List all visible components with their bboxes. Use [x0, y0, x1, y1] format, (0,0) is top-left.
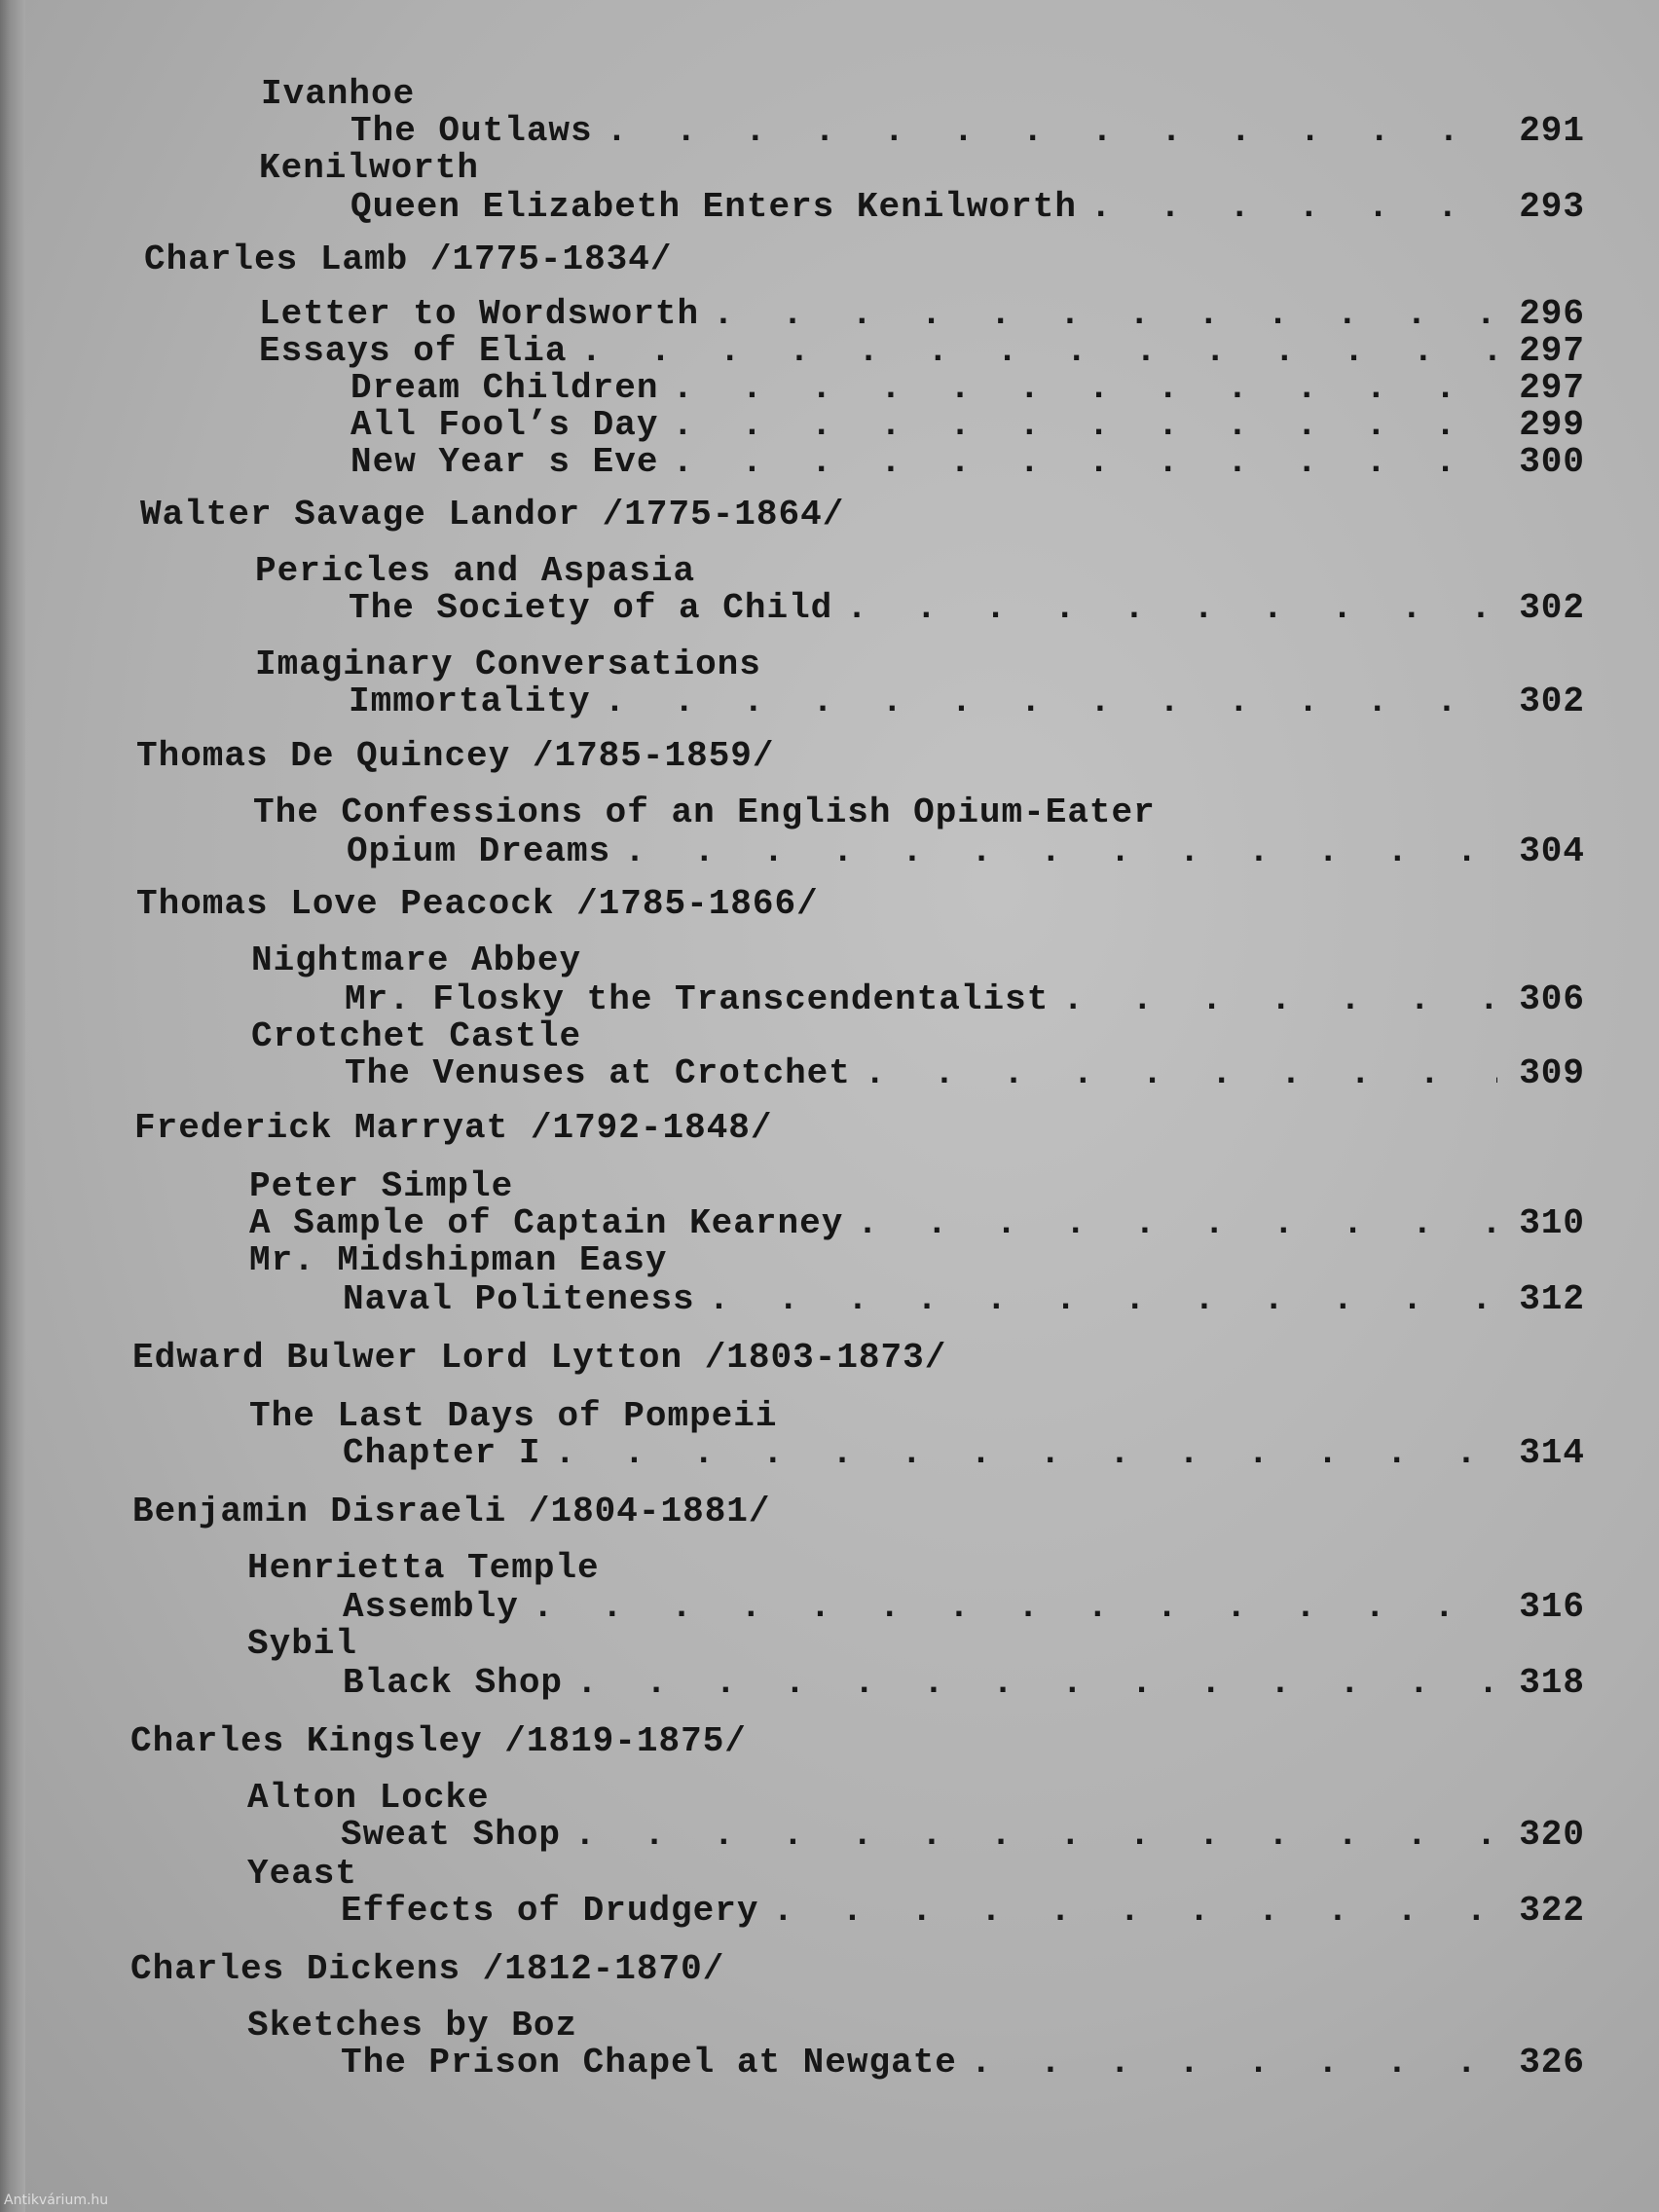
entry-label: Walter Savage Landor /1775-1864/	[140, 497, 845, 534]
entry-label: Opium Dreams	[347, 833, 611, 870]
entry-label: Letter to Wordsworth	[259, 296, 700, 333]
page-number: 326	[1519, 2045, 1585, 2082]
entry-label: The Venuses at Crotchet	[345, 1055, 851, 1092]
toc-entry	[349, 590, 1585, 627]
page-number: 302	[1519, 683, 1585, 720]
dot-leader	[580, 333, 1497, 370]
dot-leader	[672, 370, 1497, 407]
entry-label: A Sample of Captain Kearney	[249, 1205, 844, 1242]
entry-label: Frederick Marryat /1792-1848/	[134, 1110, 773, 1147]
page-number: 304	[1519, 833, 1585, 870]
entry-label: Naval Politeness	[343, 1281, 695, 1318]
toc-work-title	[249, 1242, 1573, 1279]
toc-work-title	[247, 1626, 1571, 1663]
page-number: 314	[1519, 1435, 1585, 1472]
toc-work-title	[251, 1018, 1575, 1055]
dot-leader	[554, 1435, 1497, 1472]
dot-leader	[772, 1893, 1497, 1930]
toc-entry	[343, 1435, 1585, 1472]
entry-label: Immortality	[349, 683, 591, 720]
dot-leader	[857, 1205, 1497, 1242]
page-number: 296	[1519, 296, 1585, 333]
page-number: 302	[1519, 590, 1585, 627]
entry-label: Peter Simple	[249, 1168, 514, 1205]
dot-leader	[607, 113, 1497, 150]
page-number: 310	[1519, 1205, 1585, 1242]
toc-entry	[350, 370, 1585, 407]
toc-entry	[350, 444, 1585, 481]
toc-work-title	[259, 150, 1583, 187]
toc-entry	[350, 407, 1585, 444]
entry-label: The Last Days of Pompeii	[249, 1398, 778, 1435]
entry-label: Benjamin Disraeli /1804-1881/	[132, 1493, 771, 1530]
entry-label: Pericles and Aspasia	[255, 553, 696, 590]
entry-label: All Fool’s Day	[350, 407, 659, 444]
toc-entry	[350, 189, 1585, 226]
toc-entry	[350, 113, 1585, 150]
toc-work-title	[249, 1168, 1573, 1205]
dot-leader	[1090, 189, 1497, 226]
entry-label: Sketches by Boz	[247, 2008, 578, 2045]
toc-entry	[259, 296, 1585, 333]
entry-label: Sybil	[247, 1626, 358, 1663]
page-number: 306	[1519, 981, 1585, 1018]
entry-label: Nightmare Abbey	[251, 942, 582, 979]
toc-entry	[259, 333, 1585, 370]
entry-label: Ivanhoe	[261, 76, 416, 113]
toc-work-title	[249, 1398, 1573, 1435]
page-number: 297	[1519, 333, 1585, 370]
toc-work-title	[251, 942, 1575, 979]
entry-label: Alton Locke	[247, 1780, 490, 1817]
entry-label: Effects of Drudgery	[341, 1893, 759, 1930]
page-number: 300	[1519, 444, 1585, 481]
page-number: 322	[1519, 1893, 1585, 1930]
entry-label: Yeast	[247, 1856, 358, 1893]
dot-leader	[846, 590, 1497, 627]
watermark: Antikvárium.hu	[4, 2193, 109, 2208]
entry-label: The Outlaws	[350, 113, 593, 150]
toc-work-title	[253, 794, 1577, 831]
page-number: 318	[1519, 1665, 1585, 1702]
toc-work-title	[255, 553, 1579, 590]
entry-label: The Society of a Child	[349, 590, 833, 627]
dot-leader	[576, 1665, 1497, 1702]
entry-label: Mr. Midshipman Easy	[249, 1242, 668, 1279]
toc-author-heading	[132, 1340, 1495, 1377]
toc-work-title	[247, 2008, 1571, 2045]
toc-author-heading	[144, 241, 1507, 278]
toc-entry	[343, 1281, 1585, 1318]
toc-author-heading	[140, 497, 1503, 534]
dot-leader	[533, 1589, 1497, 1626]
toc-work-title	[247, 1550, 1571, 1587]
toc-work-title	[255, 646, 1579, 683]
entry-label: New Year s Eve	[350, 444, 659, 481]
dot-leader	[605, 683, 1497, 720]
entry-label: Henrietta Temple	[247, 1550, 600, 1587]
toc-author-heading	[130, 1723, 1493, 1760]
entry-label: Charles Kingsley /1819-1875/	[130, 1723, 747, 1760]
dot-leader	[672, 407, 1497, 444]
entry-label: The Prison Chapel at Newgate	[341, 2045, 957, 2082]
toc-entry	[341, 1893, 1585, 1930]
dot-leader	[624, 833, 1497, 870]
entry-label: Chapter I	[343, 1435, 541, 1472]
entry-label: Sweat Shop	[341, 1817, 562, 1854]
toc-author-heading	[132, 1493, 1495, 1530]
entry-label: Mr. Flosky the Transcendentalist	[345, 981, 1050, 1018]
toc-work-title	[261, 76, 1585, 113]
entry-label: Imaginary Conversations	[255, 646, 761, 683]
toc-author-heading	[136, 886, 1499, 923]
toc-entry	[343, 1665, 1585, 1702]
toc-entry	[341, 1817, 1585, 1854]
entry-label: Black Shop	[343, 1665, 564, 1702]
dot-leader	[709, 1281, 1497, 1318]
page-number: 320	[1519, 1817, 1585, 1854]
dot-leader	[971, 2045, 1497, 2082]
dot-leader	[865, 1055, 1497, 1092]
page-number: 316	[1519, 1589, 1585, 1626]
entry-label: Thomas De Quincey /1785-1859/	[136, 738, 775, 775]
toc-entry	[249, 1205, 1585, 1242]
dot-leader	[574, 1817, 1497, 1854]
entry-label: Charles Dickens /1812-1870/	[130, 1951, 725, 1988]
toc-work-title	[247, 1780, 1571, 1817]
page-number: 297	[1519, 370, 1585, 407]
toc-entry	[345, 1055, 1585, 1092]
toc-entry	[347, 833, 1585, 870]
page-number: 293	[1519, 189, 1585, 226]
toc-author-heading	[136, 738, 1499, 775]
entry-label: Charles Lamb /1775-1834/	[144, 241, 673, 278]
entry-label: The Confessions of an English Opium-Eater	[253, 794, 1156, 831]
entry-label: Crotchet Castle	[251, 1018, 582, 1055]
toc-entry	[343, 1589, 1585, 1626]
dot-leader	[1062, 981, 1497, 1018]
toc-entry	[341, 2045, 1585, 2082]
toc-author-heading	[134, 1110, 1497, 1147]
toc-author-heading	[130, 1951, 1493, 1988]
entry-label: Edward Bulwer Lord Lytton /1803-1873/	[132, 1340, 947, 1377]
dot-leader	[713, 296, 1497, 333]
entry-label: Kenilworth	[259, 150, 480, 187]
toc-entry	[345, 981, 1585, 1018]
entry-label: Thomas Love Peacock /1785-1866/	[136, 886, 819, 923]
toc-entry	[349, 683, 1585, 720]
page-number: 291	[1519, 113, 1585, 150]
entry-label: Dream Children	[350, 370, 659, 407]
page-number: 299	[1519, 407, 1585, 444]
toc-work-title	[247, 1856, 1571, 1893]
page-number: 309	[1519, 1055, 1585, 1092]
page-number: 312	[1519, 1281, 1585, 1318]
dot-leader	[672, 444, 1497, 481]
entry-label: Assembly	[343, 1589, 519, 1626]
entry-label: Queen Elizabeth Enters Kenilworth	[350, 189, 1077, 226]
entry-label: Essays of Elia	[259, 333, 568, 370]
